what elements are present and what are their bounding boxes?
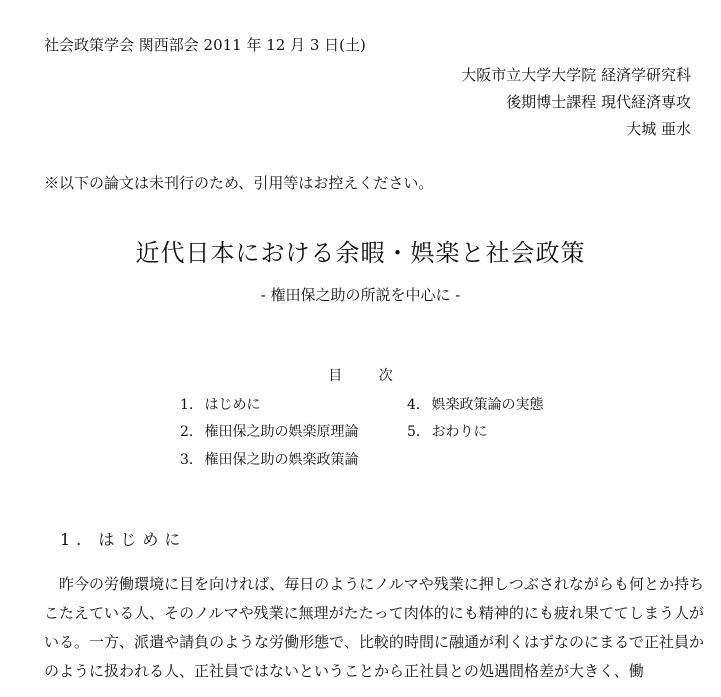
toc-item-number: 3. [180, 452, 194, 468]
toc-item [180, 394, 260, 414]
toc-item-number: 5. [407, 424, 421, 440]
toc-item-number: 2. [180, 424, 194, 440]
citation-notice: ※以下の論文は未刊行のため、引用等はお控えください。 [44, 174, 434, 192]
meeting-info: 社会政策学会 関西部会 2011 年 12 月 3 日(土) [44, 36, 366, 54]
affiliation-line-1: 大阪市立大学大学院 経済学研究科 [461, 66, 691, 84]
toc-item [407, 394, 543, 414]
toc-item-label: おわりに [431, 424, 488, 440]
toc-item-label: 娯楽政策論の実態 [431, 397, 544, 413]
toc-item [180, 449, 358, 469]
toc-item-label: はじめに [204, 397, 261, 413]
toc-item [180, 421, 358, 441]
toc-item-label: 権田保之助の娯楽原理論 [204, 424, 359, 440]
paragraph-text: 昨今の労働環境に目を向ければ、毎日のようにノルマや残業に押しつぶされながらも何とか持ちこたえている人、そのノルマや残業に無理がたたって肉体的にも精神的にも疲れ果ててしまう人がいる。一方、派遣や請負のような労働形態で、比較的時間に融通が利くはずなのにまるで正社員かのように扱われる人、正社員ではないということから正社員との処遇間格差が大きく、働 [44, 575, 704, 680]
toc-item-label: 権田保之助の娯楽政策論 [204, 452, 359, 468]
toc-item [407, 421, 487, 441]
body-paragraph [44, 570, 704, 686]
toc-heading: 目 次 [328, 368, 409, 384]
paper-subtitle: - 権田保之助の所説を中心に - [260, 286, 461, 304]
toc-item-number: 4. [407, 397, 421, 413]
paper-title: 近代日本における余暇・娯楽と社会政策 [135, 239, 586, 267]
toc-item-number: 1. [180, 397, 194, 413]
affiliation-line-2: 後期博士課程 現代経済専攻 [506, 93, 691, 111]
author-name: 大城 亜水 [626, 120, 691, 138]
section-heading: 1. はじめに [60, 530, 187, 549]
